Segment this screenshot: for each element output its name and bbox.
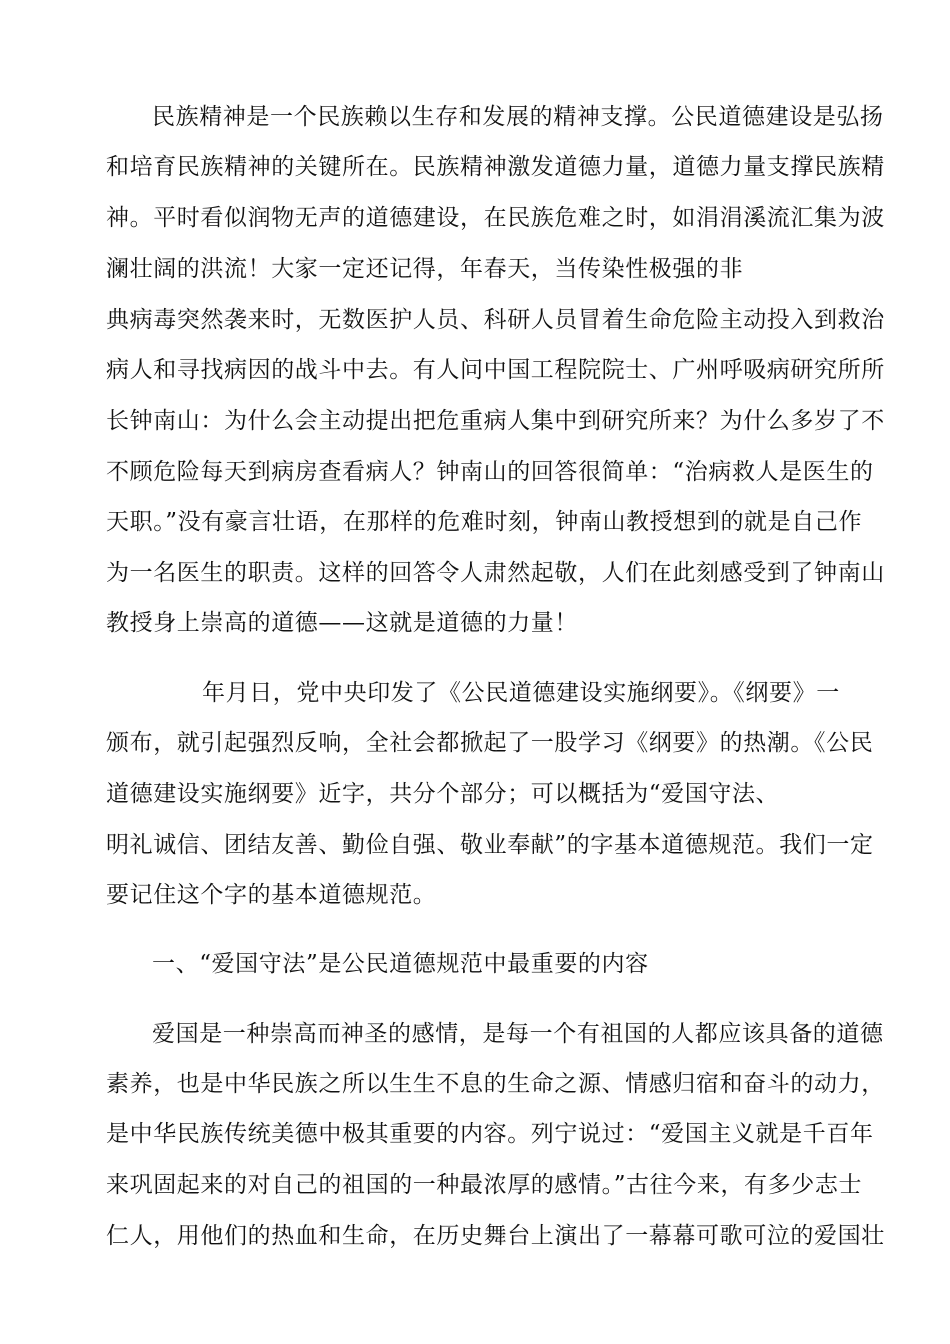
paragraph-1-line-9: 天职。”没有豪言壮语，在那样的危难时刻，钟南山教授想到的就是自己作: [106, 509, 863, 535]
paragraph-1-line-10: 为一名医生的职责。这样的回答令人肃然起敬，人们在此刻感受到了钟南山: [106, 560, 885, 586]
paragraph-3-line-2: 素养，也是中华民族之所以生生不息的生命之源、情感归宿和奋斗的动力，: [106, 1071, 885, 1097]
paragraph-1-line-8: 不顾危险每天到病房查看病人？钟南山的回答很简单：“治病救人是医生的: [106, 459, 874, 485]
paragraph-3-line-1: 爱国是一种崇高而神圣的感情，是每一个有祖国的人都应该具备的道德: [152, 1021, 884, 1047]
paragraph-2-line-5: 要记住这个字的基本道德规范。: [106, 882, 437, 908]
paragraph-1-line-6: 病人和寻找病因的战斗中去。有人问中国工程院院士、广州呼吸病研究所所: [106, 357, 885, 383]
paragraph-1-line-5: 典病毒突然袭来时，无数医护人员、科研人员冒着生命危险主动投入到救治: [106, 307, 885, 333]
paragraph-2-line-4: 明礼诚信、团结友善、勤俭自强、敬业奉献”的字基本道德规范。我们一定: [106, 832, 874, 858]
section-heading: 一、“爱国守法”是公民道德规范中最重要的内容: [152, 951, 649, 977]
paragraph-2-line-1: 年月日，党中央印发了《公民道德建设实施纲要》。《纲要》一: [202, 680, 840, 706]
paragraph-2-line-2: 颁布，就引起强烈反响，全社会都掀起了一股学习《纲要》的热潮。《公民: [106, 730, 874, 756]
paragraph-3-line-4: 来巩固起来的对自己的祖国的一种最浓厚的感情。”古往今来，有多少志士: [106, 1172, 863, 1198]
paragraph-1-line-7: 长钟南山：为什么会主动提出把危重病人集中到研究所来？为什么多岁了不: [106, 408, 885, 434]
paragraph-3-line-5: 仁人，用他们的热血和生命，在历史舞台上演出了一幕幕可歌可泣的爱国壮: [106, 1223, 885, 1249]
paragraph-1-line-1: 民族精神是一个民族赖以生存和发展的精神支撑。公民道德建设是弘扬: [152, 104, 884, 130]
paragraph-1-line-11: 教授身上崇高的道德——这就是道德的力量！: [106, 610, 578, 636]
paragraph-1-line-2: 和培育民族精神的关键所在。民族精神激发道德力量，道德力量支撑民族精: [106, 154, 885, 180]
paragraph-2-line-3: 道德建设实施纲要》近字，共分个部分；可以概括为“爱国守法、: [106, 781, 780, 807]
paragraph-1-line-4: 澜壮阔的洪流！大家一定还记得，年春天，当传染性极强的非: [106, 256, 744, 282]
paragraph-1-line-3: 神。平时看似润物无声的道德建设，在民族危难之时，如涓涓溪流汇集为波: [106, 205, 885, 231]
paragraph-3-line-3: 是中华民族传统美德中极其重要的内容。列宁说过：“爱国主义就是千百年: [106, 1121, 874, 1147]
